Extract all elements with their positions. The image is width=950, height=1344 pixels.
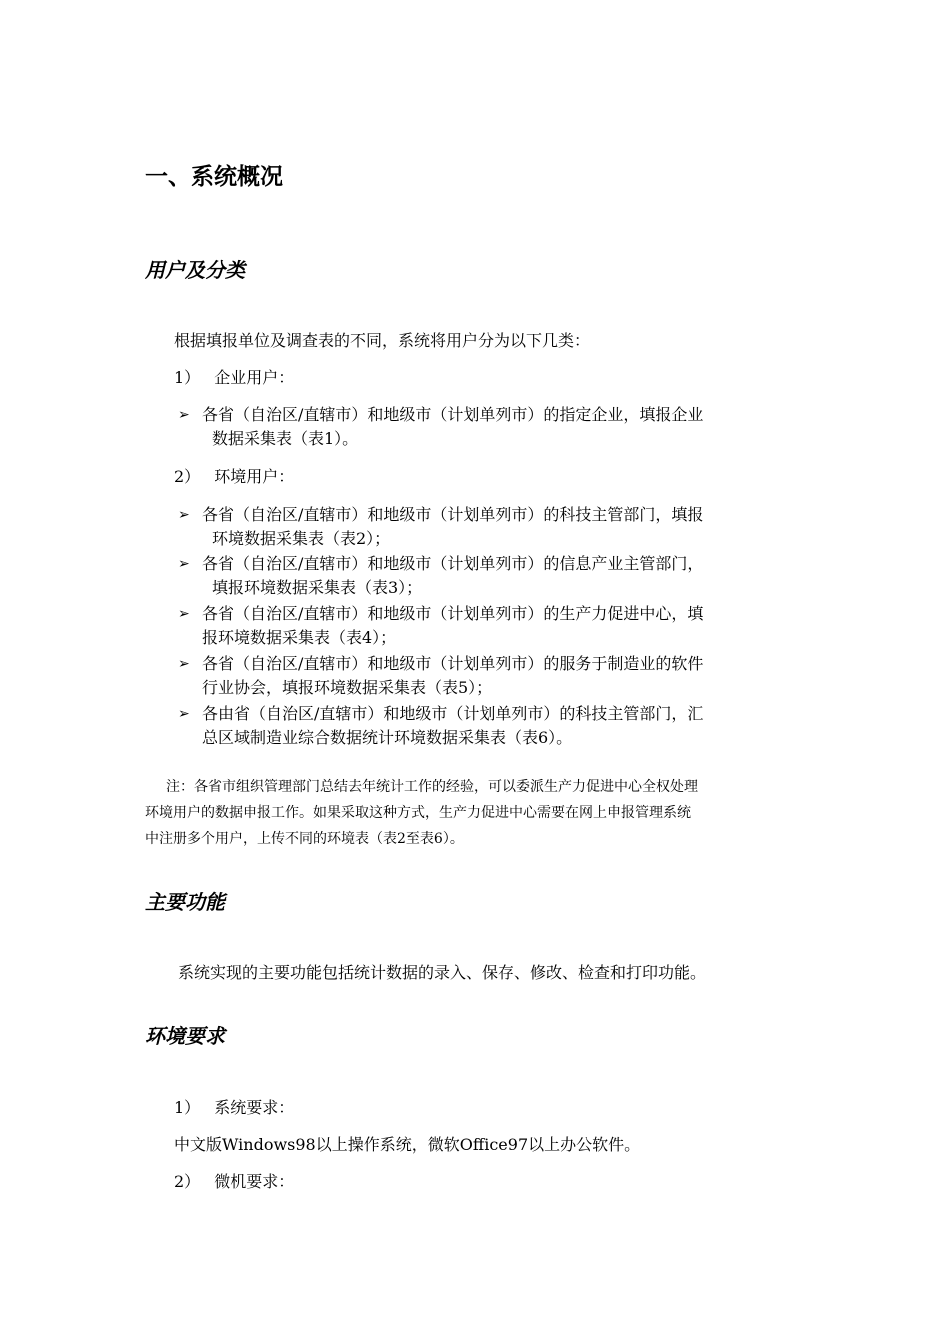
bullet-line: 环境数据采集表（表2）； (212, 529, 391, 548)
arrow-bullet-icon: ➢ (178, 507, 190, 523)
list-label: 环境用户： (214, 467, 295, 486)
bullet-line: 总区域制造业综合数据统计环境数据采集表（表6）。 (202, 728, 573, 747)
users-intro: 根据填报单位及调查表的不同，系统将用户分为以下几类： (174, 331, 591, 350)
arrow-bullet-icon: ➢ (178, 407, 190, 423)
section-title: 一、系统概况 (145, 164, 283, 190)
list-number: 1） (174, 1098, 201, 1117)
list-label: 微机要求： (214, 1172, 295, 1191)
bullet-line: 各省（自治区/直辖市）和地级市（计划单列市）的生产力促进中心，填 (202, 604, 704, 623)
list-label: 企业用户： (214, 368, 295, 387)
env-bullet-1 (178, 503, 808, 551)
list-number: 2） (174, 467, 201, 486)
arrow-bullet-icon: ➢ (178, 556, 190, 572)
bullet-line: 数据采集表（表1）。 (212, 429, 359, 448)
list-number: 1） (174, 368, 201, 387)
env-bullet-2 (178, 552, 808, 600)
bullet-line: 各省（自治区/直辖市）和地级市（计划单列市）的科技主管部门，填报 (202, 505, 704, 524)
bullet-line: 报环境数据采集表（表4）； (202, 628, 397, 647)
users-heading: 用户及分类 (145, 258, 245, 282)
list-number: 2） (174, 1172, 201, 1191)
arrow-bullet-icon: ➢ (178, 706, 190, 722)
arrow-bullet-icon: ➢ (178, 606, 190, 622)
note-line-1: 注：各省市组织管理部门总结去年统计工作的经验，可以委派生产力促进中心全权处理 (166, 779, 698, 795)
list-item-environment (174, 465, 294, 489)
list-label: 系统要求： (214, 1098, 295, 1117)
arrow-bullet-icon: ➢ (178, 656, 190, 672)
bullet-line: 行业协会，填报环境数据采集表（表5）； (202, 678, 493, 697)
env-bullet-3 (178, 602, 808, 650)
enterprise-bullet-1 (178, 403, 808, 451)
bullet-line: 各省（自治区/直辖市）和地级市（计划单列市）的指定企业，填报企业 (202, 405, 704, 424)
list-item-system (174, 1096, 294, 1120)
bullet-line: 各省（自治区/直辖市）和地级市（计划单列市）的信息产业主管部门， (202, 554, 704, 573)
note-line-3: 中注册多个用户，上传不同的环境表（表2至表6）。 (145, 831, 464, 847)
bullet-line: 各由省（自治区/直辖市）和地级市（计划单列市）的科技主管部门，汇 (202, 704, 704, 723)
note-line-2: 环境用户的数据申报工作。如果采取这种方式，生产力促进中心需要在网上申报管理系统 (145, 805, 691, 821)
bullet-line: 填报环境数据采集表（表3）； (212, 578, 423, 597)
env-bullet-4 (178, 652, 808, 700)
system-requirements-text: 中文版Windows98以上操作系统，微软Office97以上办公软件。 (174, 1135, 641, 1154)
bullet-line: 各省（自治区/直辖市）和地级市（计划单列市）的服务于制造业的软件 (202, 654, 704, 673)
env-bullet-5 (178, 702, 808, 750)
list-item-enterprise (174, 366, 294, 390)
list-item-pc (174, 1170, 294, 1194)
env-heading: 环境要求 (145, 1024, 225, 1048)
functions-text: 系统实现的主要功能包括统计数据的录入、保存、修改、检查和打印功能。 (178, 963, 707, 982)
functions-heading: 主要功能 (145, 890, 225, 914)
